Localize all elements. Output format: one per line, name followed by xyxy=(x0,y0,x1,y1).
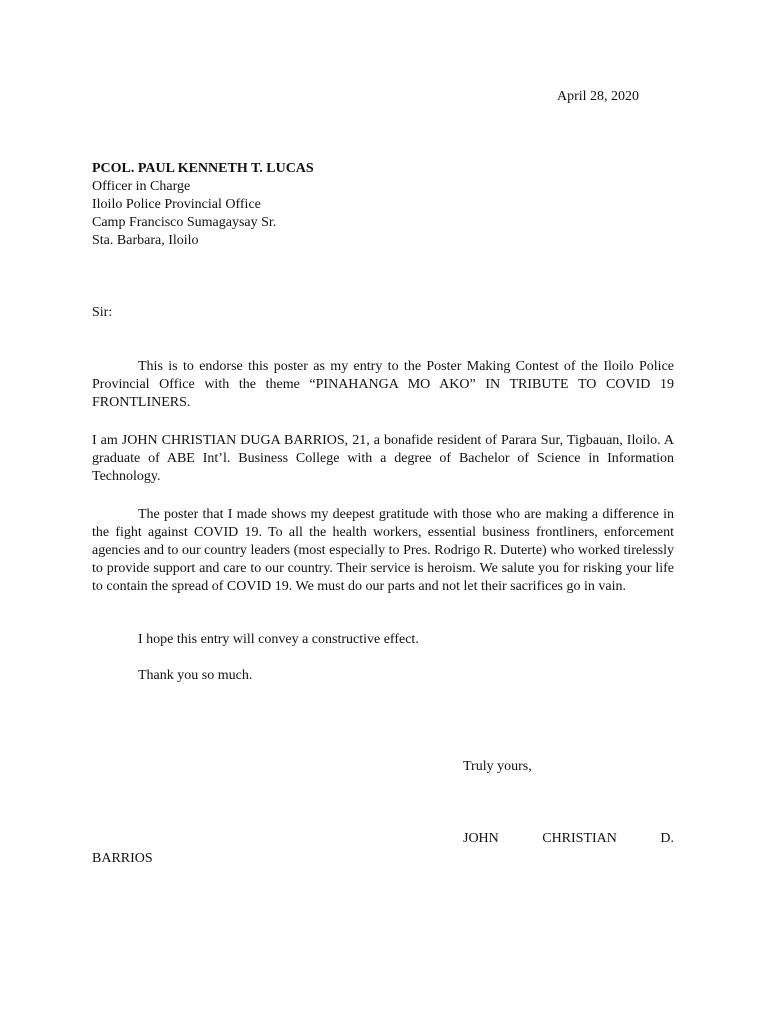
recipient-title: Officer in Charge xyxy=(92,179,191,194)
paragraph-introduction: I am JOHN CHRISTIAN DUGA BARRIOS, 21, a bonafide resident of Parara Sur, Tigbauan, Iloilo. A graduate of ABE Int’l. Business College with a degree of Bachelor of Science in Information Technology. xyxy=(92,433,674,484)
closing: Truly yours, xyxy=(463,759,532,774)
paragraph-endorsement: This is to endorse this poster as my entry to the Poster Making Contest of the Iloilo Police Provincial Office with the theme “PINAHANGA MO AKO” IN TRIBUTE TO COVID 19 FRONTLINERS. xyxy=(92,359,674,410)
paragraph-hope: I hope this entry will convey a constructive effect. xyxy=(138,632,419,647)
letter-date: April 28, 2020 xyxy=(557,89,640,104)
signature-first-name: JOHN xyxy=(463,831,499,846)
recipient-name: PCOL. PAUL KENNETH T. LUCAS xyxy=(92,161,314,176)
recipient-address-line-1: Camp Francisco Sumagaysay Sr. xyxy=(92,215,277,230)
signature-line xyxy=(463,830,674,848)
signature-last-name: BARRIOS xyxy=(92,851,153,866)
recipient-address-line-2: Sta. Barbara, Iloilo xyxy=(92,233,199,248)
signature-initial: D. xyxy=(660,831,674,846)
recipient-block xyxy=(92,160,314,250)
paragraph-thanks: Thank you so much. xyxy=(138,668,253,683)
recipient-office: Iloilo Police Provincial Office xyxy=(92,197,261,212)
paragraph-poster-description: The poster that I made shows my deepest gratitude with those who are making a difference in the fight against COVID 19. To all the health workers, essential business frontliners, enforcement agencies and to our country leaders (most especially to Pres. Rodrigo R. Duterte) who worked tirelessly to provide support and care to our country. Their service is heroism. We salute you for risking your life to contain the spread of COVID 19. We must do our parts and not let their sacrifices go in vain. xyxy=(92,507,674,594)
salutation: Sir: xyxy=(92,305,113,320)
signature-middle-name: CHRISTIAN xyxy=(542,831,617,846)
